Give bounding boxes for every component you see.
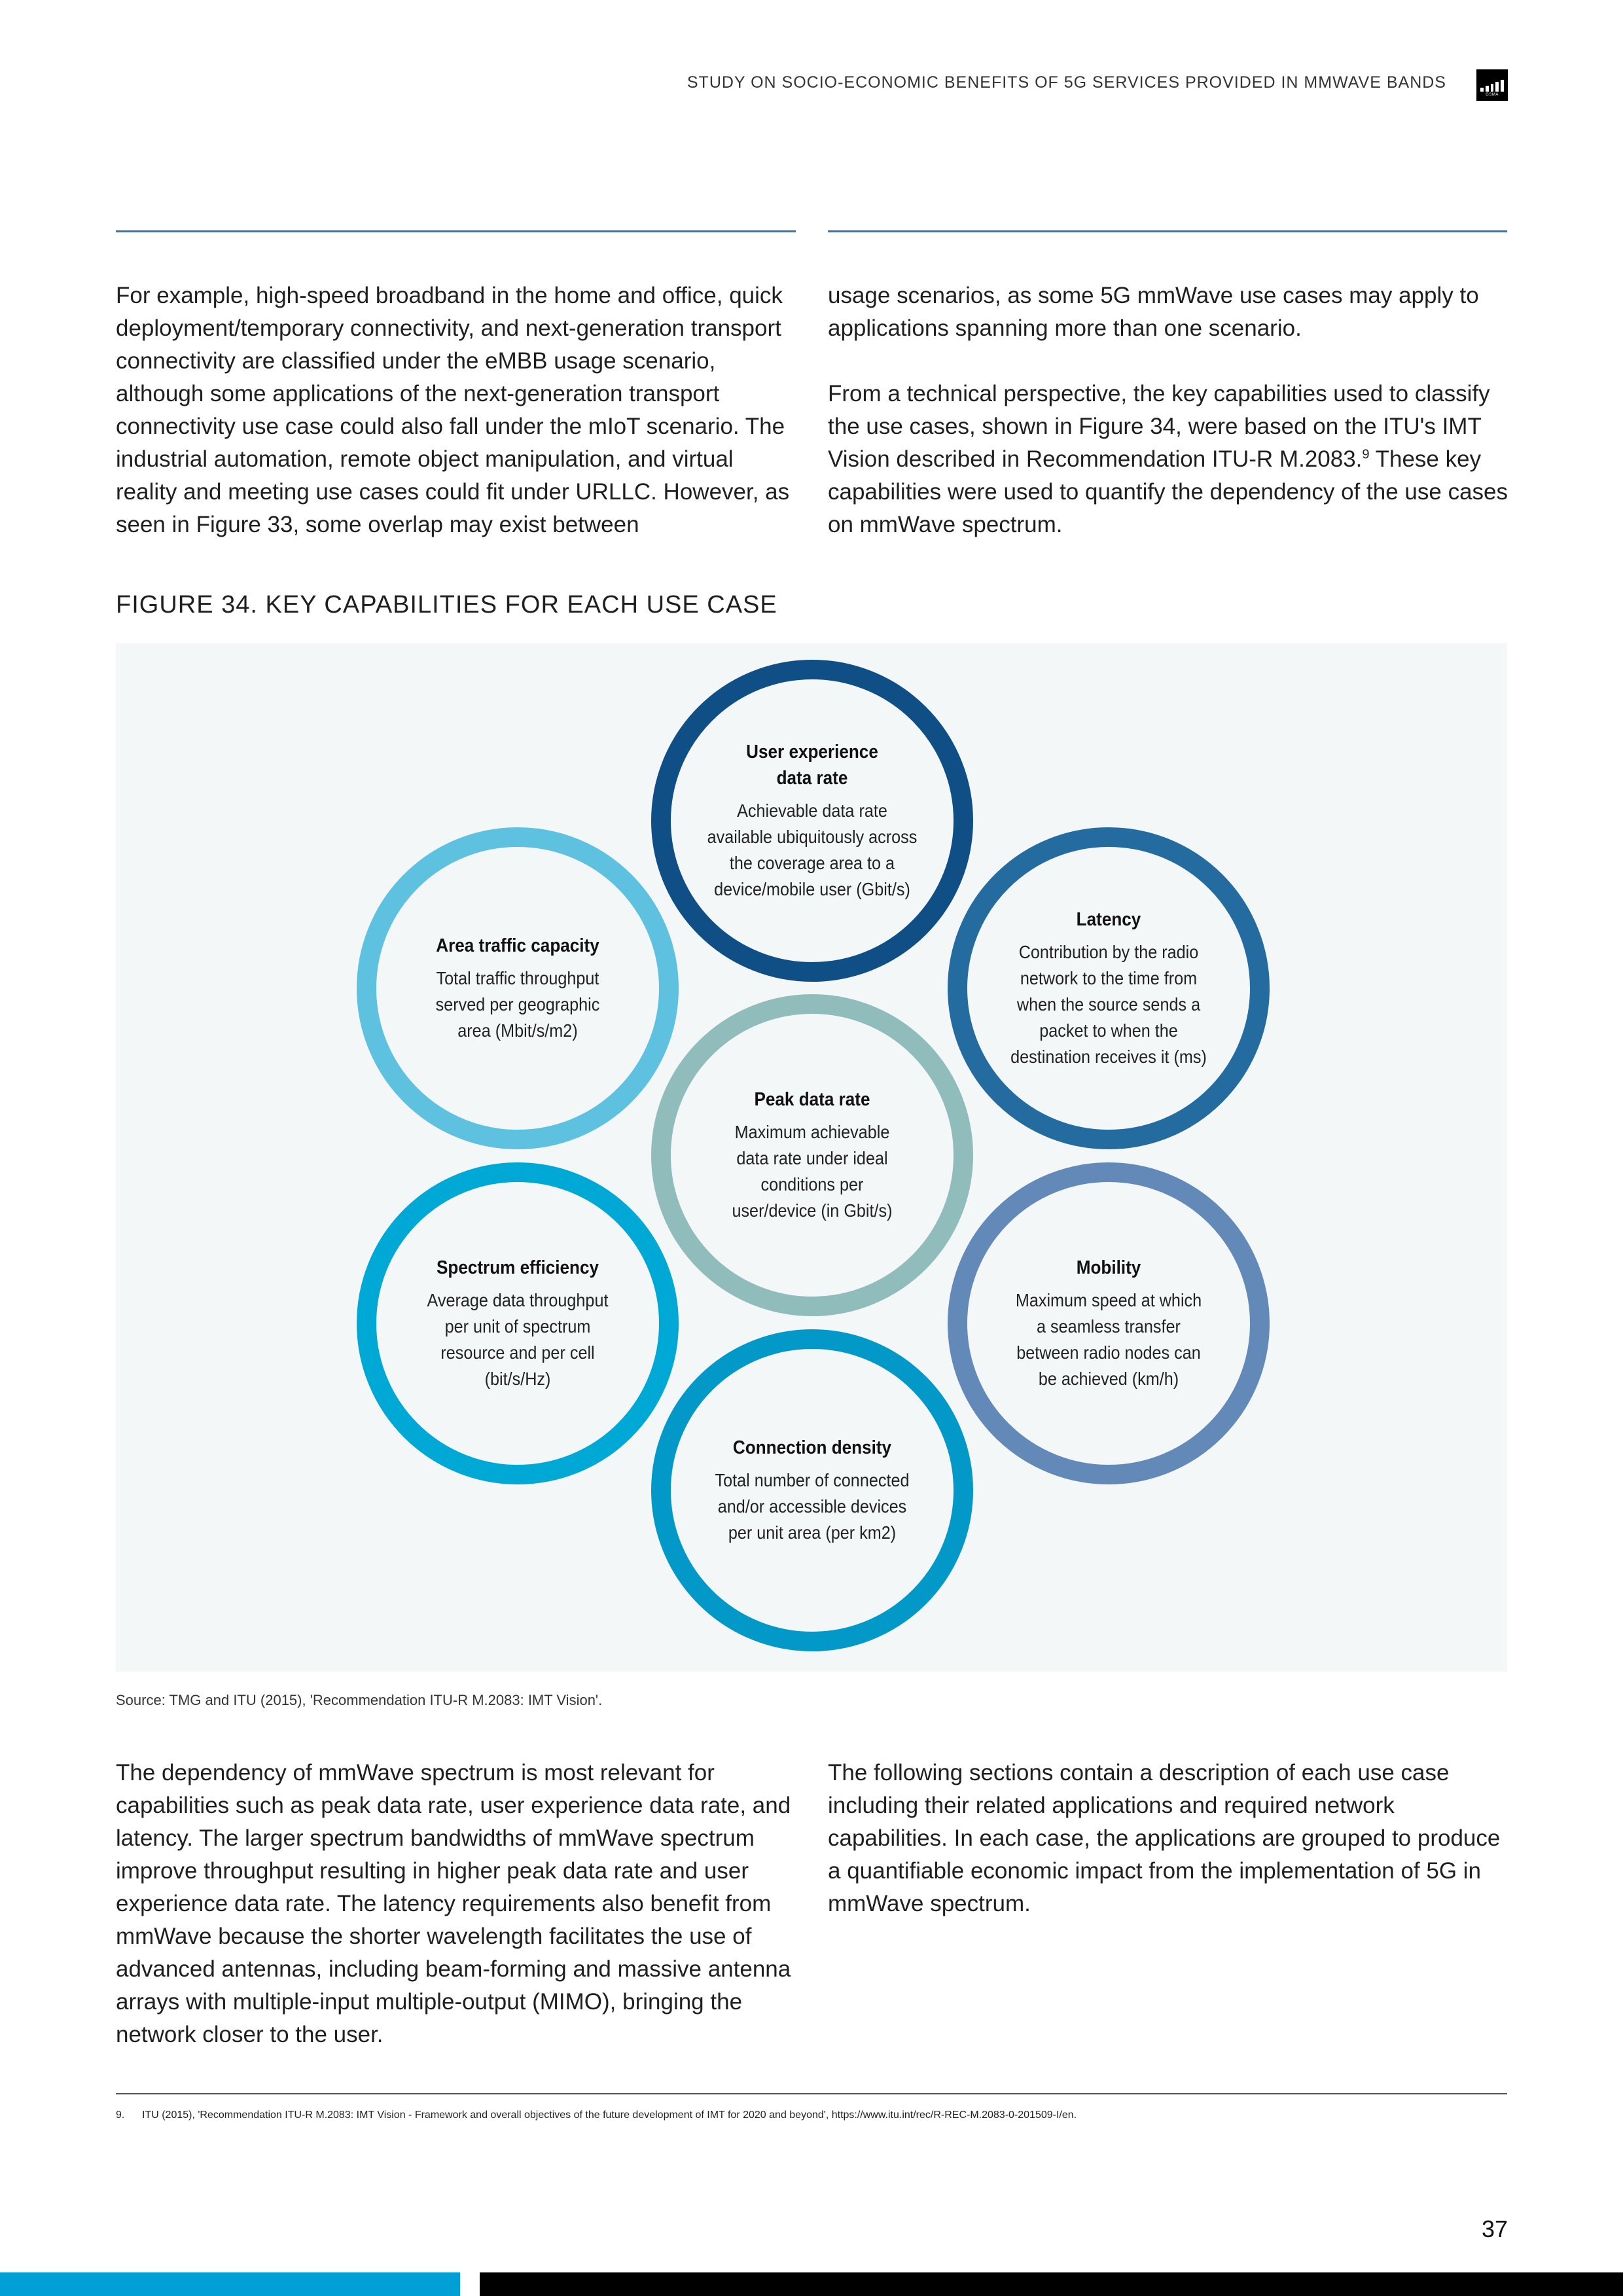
capability-ring-peak-data-rate	[651, 994, 973, 1316]
capability-desc: Total traffic throughput served per geographic area (Mbit/s/m2)	[435, 968, 600, 1041]
capability-title: User experience data rate	[746, 742, 878, 789]
capability-desc: Contribution by the radio network to the time from when the source sends a packet to when the destination receives it (ms)	[1010, 942, 1207, 1067]
footer-bar-black	[480, 2272, 1623, 2296]
column-rule-right	[828, 230, 1507, 232]
page-number: 37	[1481, 2215, 1508, 2242]
footnote	[116, 2109, 1077, 2121]
capability-ring-mobility	[948, 1162, 1270, 1484]
capability-ring-spectrum-efficiency	[357, 1162, 679, 1484]
capability-desc: Maximum speed at which a seamless transfer between radio nodes can be achieved (km/h)	[1015, 1290, 1202, 1389]
footnote-rule	[116, 2093, 1507, 2094]
intro-right-column	[828, 279, 1508, 541]
body-left-column	[116, 1757, 796, 2051]
column-rule-left	[116, 230, 796, 232]
body-right-paragraph: The following sections contain a description of each use case including their related applications and required network capabilities. In each case, the applications are grouped to produce a quantifiable economic impact from the implementation of 5G in mmWave spectrum.	[828, 1760, 1501, 1916]
capability-title: Latency	[1076, 909, 1141, 930]
footer-bar-blue	[0, 2272, 460, 2296]
capability-desc: Maximum achievable data rate under ideal conditions per user/device (in Gbit/s)	[732, 1122, 893, 1221]
capability-title: Peak data rate	[754, 1089, 870, 1110]
figure-title: FIGURE 34. KEY CAPABILITIES FOR EACH USE CASE	[116, 591, 777, 619]
footnote-text[interactable]: ITU (2015), 'Recommendation ITU-R M.2083: IMT Vision - Framework and overall objectives of the future development of IMT for 2020 and beyond', https://www.itu.int/rec/R-REC-M.2083-0-201509-I/en.	[142, 2109, 1077, 2121]
capability-ring-area-traffic-capacity	[357, 827, 679, 1149]
capability-desc: Average data throughput per unit of spectrum resource and per cell (bit/s/Hz)	[427, 1290, 609, 1389]
capability-desc: Total number of connected and/or accessible devices per unit area (per km2)	[715, 1470, 910, 1543]
intro-right-paragraph-2: From a technical perspective, the key capabilities used to classify the use cases, shown in Figure 34, were based on the ITU's IMT Vision described in Recommendation ITU-R M.2083.$^9$ These key capabilities were used to quantify the dependency of the use cases on mmWave spectrum.	[828, 381, 1508, 537]
capability-title: Area traffic capacity	[436, 935, 599, 956]
capability-ring-latency	[948, 827, 1270, 1149]
capability-title: Mobility	[1076, 1257, 1141, 1278]
body-right-column	[828, 1757, 1508, 1920]
body-left-paragraph: The dependency of mmWave spectrum is most relevant for capabilities such as peak data rate, user experience data rate, and latency. The larger spectrum bandwidths of mmWave spectrum improve throughput resulting in higher peak data rate and user experience data rate. The latency requirements also benefit from mmWave because the shorter wavelength facilitates the use of advanced antennas, including beam-forming and massive antenna arrays with multiple-input multiple-output (MIMO), bringing the network closer to the user.	[116, 1760, 791, 2047]
capability-title: Connection density	[732, 1437, 892, 1458]
figure-panel	[116, 643, 1507, 1672]
footnote-number: 9.	[116, 2109, 125, 2121]
capability-ring-user-experience-data-rate	[651, 660, 973, 982]
logo-caption: GSMA	[1486, 93, 1499, 97]
capability-ring-connection-density	[651, 1329, 973, 1651]
intro-left-column	[116, 279, 796, 541]
intro-left-paragraph: For example, high-speed broadband in the home and office, quick deployment/temporary connectivity, and next-generation transport connectivity are classified under the eMBB usage scenario, although some applications of the next-generation transport connectivity use case could also fall under the mIoT scenario. The industrial automation, remote object manipulation, and virtual reality and meeting use cases could fit under URLLC. However, as seen in Figure 33, some overlap may exist between	[116, 283, 790, 537]
footnote-ref[interactable]: 9	[1362, 447, 1370, 462]
figure-source: Source: TMG and ITU (2015), 'Recommendation ITU-R M.2083: IMT Vision'.	[116, 1692, 603, 1708]
running-header: STUDY ON SOCIO-ECONOMIC BENEFITS OF 5G SERVICES PROVIDED IN MMWAVE BANDS	[687, 73, 1446, 92]
capability-title: Spectrum efficiency	[436, 1257, 599, 1278]
intro-right-paragraph-1: usage scenarios, as some 5G mmWave use cases may apply to applications spanning more than one scenario.	[828, 283, 1479, 341]
capability-desc: Achievable data rate available ubiquitously across the coverage area to a device/mobile user (Gbit/s)	[707, 800, 918, 899]
